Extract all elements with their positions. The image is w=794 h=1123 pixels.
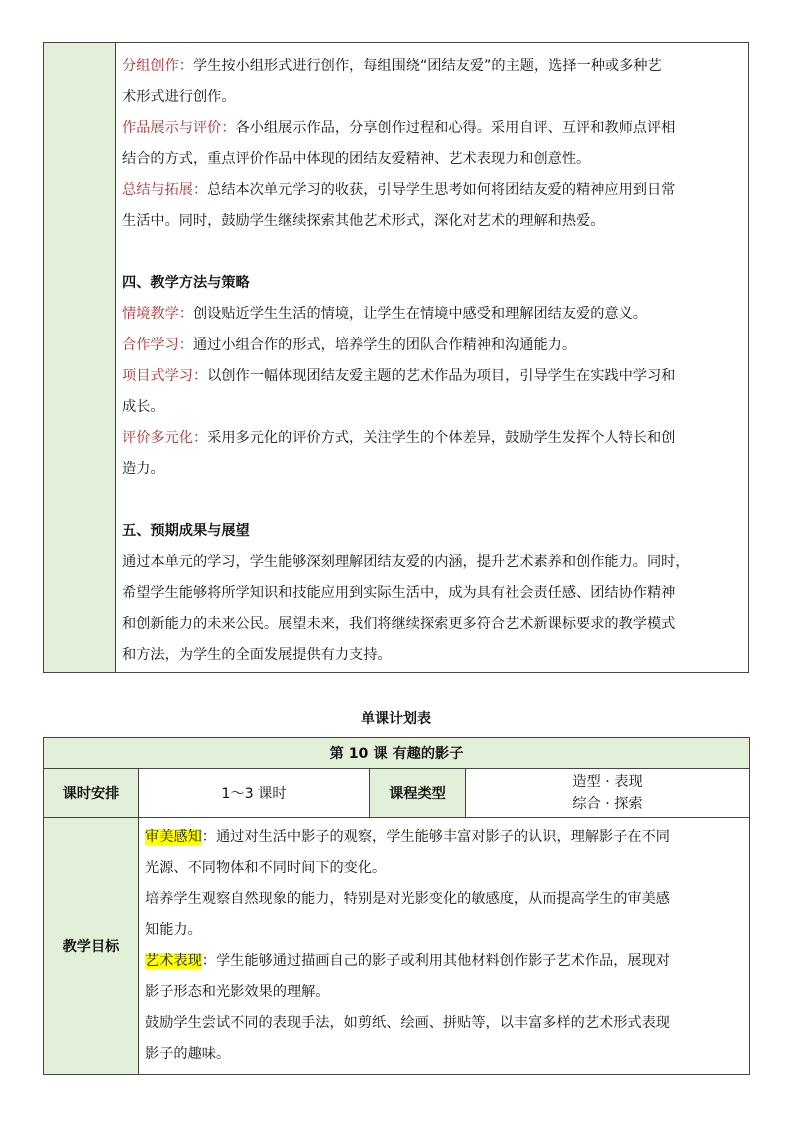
lesson-plan-table xyxy=(43,737,750,1075)
paragraph-outlook xyxy=(122,547,743,671)
objective-artistic xyxy=(145,946,741,1008)
paragraph-cooperative xyxy=(122,330,743,361)
item-label: 分组创作： xyxy=(122,58,193,74)
label-column xyxy=(44,43,116,672)
objective-aesthetic xyxy=(145,822,741,884)
objective-text: ：学生能够通过描画自己的影子或利用其他材料创作影子艺术作品，展现对 xyxy=(201,953,670,969)
type-label: 课程类型 xyxy=(370,769,466,818)
schedule-label: 课时安排 xyxy=(44,769,139,818)
spacer xyxy=(122,485,743,516)
objective-label: 艺术表现 xyxy=(145,953,202,969)
paragraph-summary xyxy=(122,175,743,237)
item-text-cont: 生活中。同时，鼓励学生继续探索其他艺术形式，深化对艺术的理解和热爱。 xyxy=(122,213,605,229)
item-label: 评价多元化： xyxy=(122,430,208,446)
objective-label: 审美感知 xyxy=(145,829,202,845)
item-label: 总结与拓展： xyxy=(122,182,208,198)
text-line: 通过本单元的学习，学生能够深刻理解团结友爱的内涵，提升艺术素养和创作能力。同时， xyxy=(122,554,690,570)
paragraph-group-creation xyxy=(122,51,743,113)
text-line: 希望学生能够将所学知识和技能应用到实际生活中，成为具有社会责任感、团结协作精神 xyxy=(122,585,676,601)
content-cell xyxy=(116,43,748,672)
objectives-content xyxy=(139,818,750,1075)
item-text-cont: 成长。 xyxy=(122,399,165,415)
item-text: 学生按小组形式进行创作，每组围绕“团结友爱”的主题，选择一种或多种艺 xyxy=(192,58,662,74)
paragraph-situational xyxy=(122,299,743,330)
item-text: 通过小组合作的形式，培养学生的团队合作精神和沟通能力。 xyxy=(192,337,577,353)
item-text-cont: 术形式进行创作。 xyxy=(122,89,236,105)
objective-artistic-extra xyxy=(145,1008,741,1070)
schedule-value: 1～3 课时 xyxy=(139,769,370,818)
type-value-line: 综合 · 探索 xyxy=(572,796,643,812)
item-text: 各小组展示作品，分享创作过程和心得。采用自评、互评和教师点评相 xyxy=(235,120,676,136)
paragraph-evaluation xyxy=(122,423,743,485)
item-text-cont: 结合的方式，重点评价作品中体现的团结友爱精神、艺术表现力和创意性。 xyxy=(122,151,591,167)
continuation-table xyxy=(43,42,749,673)
item-text: 创设贴近学生生活的情境，让学生在情境中感受和理解团结友爱的意义。 xyxy=(192,306,647,322)
text-line: 和创新能力的未来公民。展望未来，我们将继续探索更多符合艺术新课标要求的教学模式 xyxy=(122,616,676,632)
lesson-title: 第 10 课 有趣的影子 xyxy=(44,738,750,769)
objective-text-cont: 光源、不同物体和不同时间下的变化。 xyxy=(145,860,387,876)
objective-text: ：通过对生活中影子的观察，学生能够丰富对影子的认识，理解影子在不同 xyxy=(201,829,670,845)
paragraph-project xyxy=(122,361,743,423)
item-text: 采用多元化的评价方式，关注学生的个体差异，鼓励学生发挥个人特长和创 xyxy=(207,430,676,446)
text-line: 和方法，为学生的全面发展提供有力支持。 xyxy=(122,647,392,663)
text-line: 鼓励学生尝试不同的表现手法，如剪纸、绘画、拼贴等，以丰富多样的艺术形式表现 xyxy=(145,1015,670,1031)
type-value-line: 造型 · 表现 xyxy=(572,774,643,790)
paragraph-showcase xyxy=(122,113,743,175)
item-text: 以创作一幅体现团结友爱主题的艺术作品为项目，引导学生在实践中学习和 xyxy=(207,368,676,384)
text-line: 培养学生观察自然现象的能力，特别是对光影变化的敏感度，从而提高学生的审美感 xyxy=(145,891,670,907)
item-label: 作品展示与评价： xyxy=(122,120,236,136)
item-label: 项目式学习： xyxy=(122,368,208,384)
item-label: 情境教学： xyxy=(122,306,193,322)
section-heading-5: 五、预期成果与展望 xyxy=(122,523,250,539)
objective-text-cont: 影子形态和光影效果的理解。 xyxy=(145,984,330,1000)
objectives-label: 教学目标 xyxy=(44,818,139,1075)
objective-aesthetic-extra xyxy=(145,884,741,946)
item-text: 总结本次单元学习的收获，引导学生思考如何将团结友爱的精神应用到日常 xyxy=(207,182,676,198)
text-line: 影子的趣味。 xyxy=(145,1046,231,1062)
item-label: 合作学习： xyxy=(122,337,193,353)
text-line: 知能力。 xyxy=(145,922,202,938)
type-value xyxy=(466,769,750,818)
section-heading-4: 四、教学方法与策略 xyxy=(122,275,250,291)
table-caption: 单课计划表 xyxy=(361,711,431,727)
spacer xyxy=(122,237,743,268)
item-text-cont: 造力。 xyxy=(122,461,165,477)
